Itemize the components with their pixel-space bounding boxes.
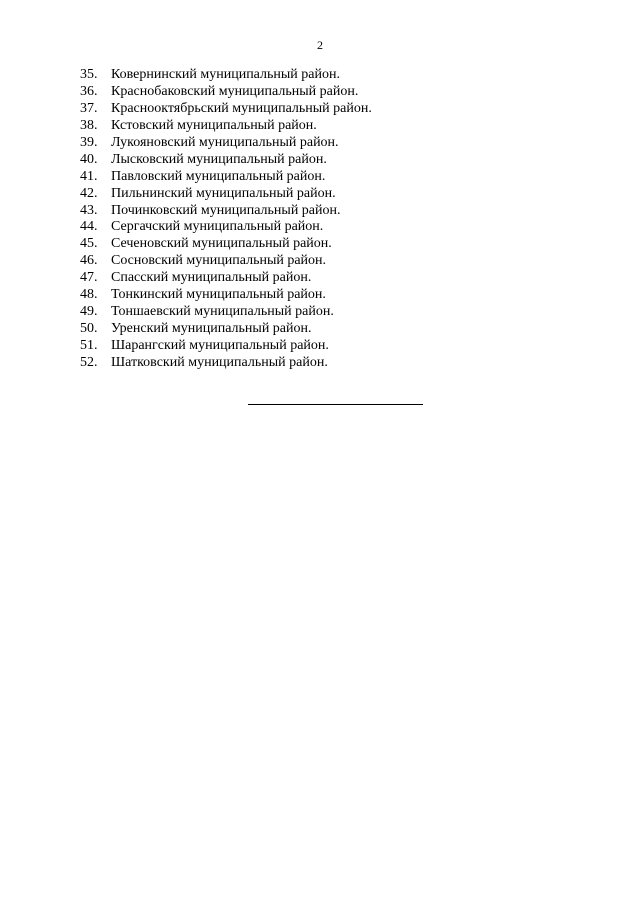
item-text: Спасский муниципальный район. (111, 270, 312, 286)
item-text: Павловский муниципальный район. (111, 168, 326, 184)
item-text: Ковернинский муниципальный район. (111, 67, 340, 82)
list-item (80, 118, 372, 135)
page-number: 2 (317, 38, 323, 52)
item-number: 47. (80, 270, 98, 286)
list-item (80, 152, 372, 169)
list-item (80, 67, 372, 84)
item-text: Тоншаевский муниципальный район. (111, 304, 334, 320)
item-number: 39. (80, 134, 98, 150)
list-item (80, 338, 372, 355)
item-number: 40. (80, 151, 98, 167)
list-item (80, 355, 372, 372)
item-text: Лысковский муниципальный район. (111, 151, 327, 167)
district-list (80, 67, 372, 372)
item-number: 36. (80, 83, 98, 99)
list-item (80, 84, 372, 101)
item-number: 46. (80, 253, 98, 269)
item-number: 50. (80, 321, 98, 337)
item-number: 43. (80, 202, 98, 218)
list-item (80, 236, 372, 253)
item-text: Лукояновский муниципальный район. (111, 134, 339, 150)
list-item (80, 304, 372, 321)
item-text: Уренский муниципальный район. (111, 321, 312, 337)
item-text: Шатковский муниципальный район. (111, 354, 328, 370)
list-item (80, 270, 372, 287)
item-number: 42. (80, 185, 98, 201)
list-item (80, 203, 372, 220)
item-text: Краснооктябрьский муниципальный район. (111, 100, 372, 116)
list-item (80, 135, 372, 152)
item-number: 52. (80, 354, 98, 370)
item-text: Шарангский муниципальный район. (111, 338, 329, 353)
item-text: Краснобаковский муниципальный район. (111, 83, 359, 99)
closing-divider (248, 404, 423, 405)
item-number: 41. (80, 168, 98, 184)
item-number: 38. (80, 117, 98, 133)
list-item (80, 219, 372, 236)
item-text: Кстовский муниципальный район. (111, 117, 317, 133)
item-number: 35. (80, 67, 98, 82)
list-item (80, 186, 372, 203)
item-number: 48. (80, 287, 98, 303)
list-item (80, 253, 372, 270)
item-number: 51. (80, 338, 98, 353)
list-item (80, 169, 372, 186)
item-text: Сеченовский муниципальный район. (111, 236, 332, 252)
item-text: Пильнинский муниципальный район. (111, 185, 336, 201)
item-text: Сергачский муниципальный район. (111, 219, 324, 235)
item-number: 37. (80, 100, 98, 116)
item-number: 45. (80, 236, 98, 252)
list-item (80, 321, 372, 338)
item-text: Сосновский муниципальный район. (111, 253, 327, 269)
item-text: Починковский муниципальный район. (111, 202, 341, 218)
item-text: Тонкинский муниципальный район. (111, 287, 326, 303)
list-item (80, 101, 372, 118)
item-number: 49. (80, 304, 98, 320)
item-number: 44. (80, 219, 98, 235)
list-item (80, 287, 372, 304)
